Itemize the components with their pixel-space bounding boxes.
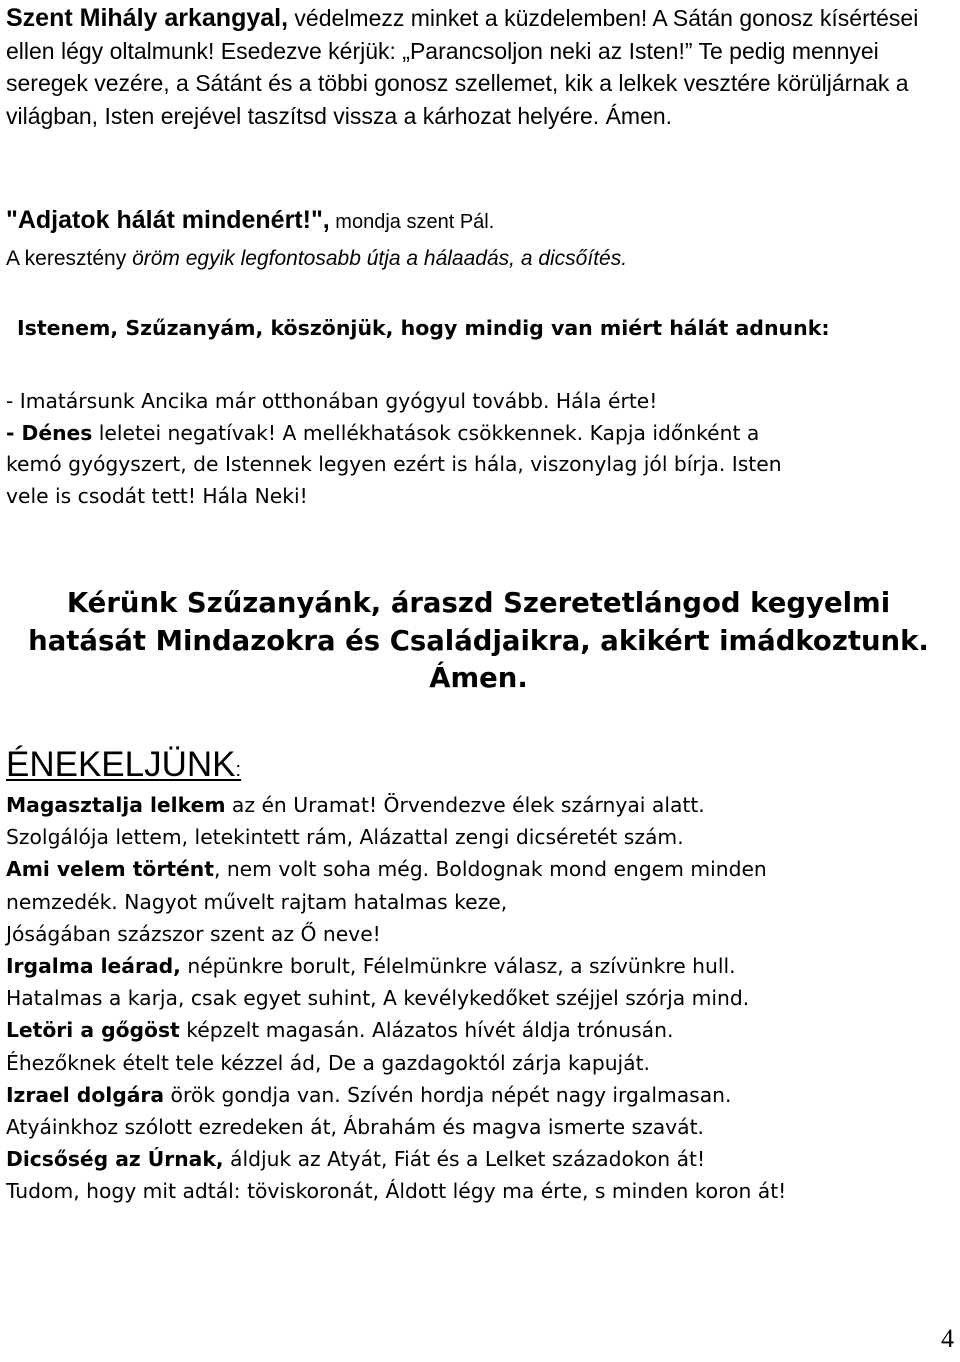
thanks-heading: Istenem, Szűzanyám, köszönjük, hogy mindig van miért hálát adnunk: (17, 316, 830, 340)
song-line-text: Atyáinkhoz szólott ezredeken át, Ábrahám és magva ismerte szavát. (6, 1115, 704, 1140)
song-line (6, 1014, 956, 1046)
prayer-items (6, 386, 951, 512)
song-line-bold: Magasztalja lelkem (6, 793, 226, 817)
song-line-bold: Irgalma leárad, (6, 954, 181, 979)
prayer-line-1: - Imatársunk Ancika már otthonában gyógyul tovább. Hála érte! (6, 389, 658, 413)
intro-lead: Szent Mihály arkangyal, (6, 4, 289, 32)
page-number: 4 (941, 1324, 954, 1353)
closing-line-3: Ámen. (429, 662, 528, 694)
song-line (6, 982, 956, 1014)
song-line-text: áldjuk az Atyát, Fiát és a Lelket századokon át! (223, 1147, 706, 1172)
song-line-text: az én Uramat! Örvendezve élek szárnyai alatt. (225, 793, 705, 817)
quote-attribution: mondja szent Pál. (329, 211, 495, 233)
prayer-line-4: vele is csodát tett! Hála Neki! (6, 483, 308, 508)
song-line-text: Jóságában százszor szent az Ő neve! (6, 921, 381, 946)
song-line (6, 1143, 956, 1175)
song-line-text: Tudom, hogy mit adtál: töviskoronát, Áldott légy ma érte, s minden koron át! (6, 1179, 787, 1204)
song-line (6, 821, 956, 853)
song-line-text: nemzedék. Nagyot művelt rajtam hatalmas keze, (6, 889, 508, 914)
song-line-bold: Letöri a gőgöst (6, 1018, 180, 1043)
intro-text: védelmezz minket a küzdelemben! A Sátán gonosz kísértései ellen légy oltalmunk! Esedezve kérjük: „Parancsoljon neki az Isten!” Te pedig mennyei seregek vezére, a Sátánt és a többi gonosz szellemet, kik a lelkek vesztére körüljárnak a világban, Isten erejével taszítsd vissza a kárhozat helyére. Ámen. (6, 5, 919, 129)
song-line (6, 853, 956, 885)
prayer-line-3: kemó gyógyszert, de Istennek legyen ezért is hála, viszonylag jól bírja. Isten (6, 452, 782, 476)
song-line-bold: Izrael dolgára (6, 1082, 165, 1107)
song-heading-title: ÉNEKELJÜNK (6, 745, 236, 784)
song-line (6, 1047, 956, 1079)
prayer-line-2-rest: leletei negatívak! A mellékhatások csökkennek. Kapja időnként a (92, 420, 760, 445)
song-line-text: örök gondja van. Szívén hordja népét nagy irgalmasan. (164, 1082, 732, 1107)
closing-prayer (6, 585, 951, 698)
song-line (6, 886, 956, 918)
song-heading (6, 745, 241, 790)
intro-paragraph (6, 2, 951, 132)
song-line-bold: Dicsőség az Úrnak, (6, 1147, 224, 1172)
song-line-text: népünkre borult, Félelmünkre válasz, a szívünkre hull. (180, 954, 736, 979)
song-line (6, 950, 956, 982)
joy-normal: A keresztény (6, 247, 133, 270)
song-line (6, 1111, 956, 1143)
song-line-text: Éhezőknek ételt tele kézzel ád, De a gazdagoktól zárja kapuját. (6, 1050, 651, 1075)
song-lyrics (6, 789, 956, 1208)
song-heading-colon: : (235, 759, 242, 781)
joy-line (6, 244, 627, 274)
prayer-line-2 (6, 418, 951, 450)
song-line (6, 789, 956, 821)
joy-italic: öröm egyik legfontosabb útja a hálaadás, a dicsőítés. (132, 247, 628, 270)
song-line (6, 1175, 956, 1207)
song-line (6, 1079, 956, 1111)
closing-line-2: hatását Mindazokra és Családjaikra, akikért imádkoztunk. (28, 624, 929, 657)
quote-line (6, 205, 494, 237)
song-line-bold: Ami velem történt (6, 857, 214, 882)
song-line-text: Hatalmas a karja, csak egyet suhint, A kevélykedőket széjjel szórja mind. (6, 986, 750, 1011)
song-line-text: , nem volt soha még. Boldognak mond engem minden (213, 857, 767, 882)
song-line-text: Szolgálója lettem, letekintett rám, Alázattal zengi dicséretét szám. (6, 825, 684, 850)
song-line-text: képzelt magasán. Alázatos hívét áldja trónusán. (179, 1018, 674, 1043)
quote-bold: "Adjatok hálát mindenért!", (6, 206, 330, 234)
closing-line-1: Kérünk Szűzanyánk, áraszd Szeretetlángod kegyelmi (66, 587, 891, 619)
song-line (6, 918, 956, 950)
prayer-line-2-bold: - Dénes (6, 420, 93, 445)
